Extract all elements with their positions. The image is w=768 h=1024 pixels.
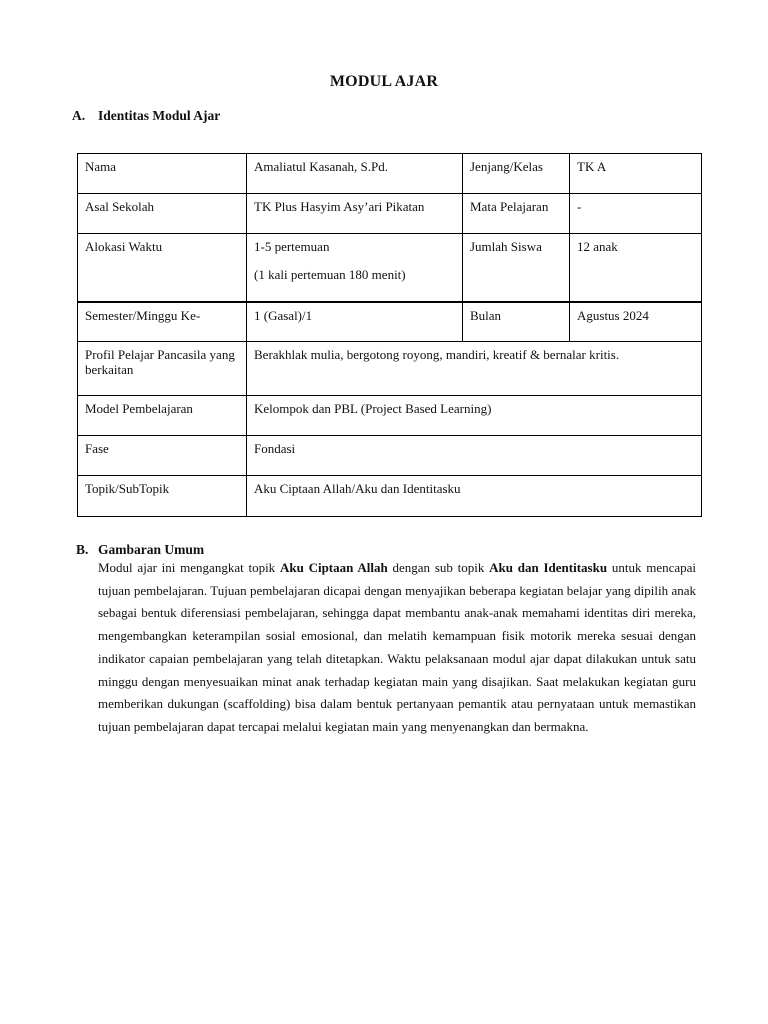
label-cell: Fase <box>78 436 247 476</box>
section-b-heading <box>76 542 204 558</box>
label-cell: Nama <box>78 154 247 194</box>
value-cell: Aku Ciptaan Allah/Aku dan Identitasku <box>247 476 702 517</box>
document-title: MODUL AJAR <box>329 73 439 90</box>
value-cell: TK Plus Hasyim Asy’ari Pikatan <box>247 194 463 234</box>
topic-bold: Aku Ciptaan Allah <box>279 560 388 575</box>
value-cell: 12 anak <box>570 234 702 302</box>
section-a-number: A. <box>72 108 86 123</box>
paragraph-text: dengan sub topik <box>387 560 490 575</box>
paragraph-text: Modul ajar ini mengangkat topik <box>98 560 280 575</box>
value-cell <box>247 234 463 302</box>
label-cell: Mata Pelajaran <box>463 194 570 234</box>
value-cell: 1 (Gasal)/1 <box>247 302 463 342</box>
value-cell: Agustus 2024 <box>570 302 702 342</box>
value-cell: TK A <box>570 154 702 194</box>
table-row <box>78 234 702 302</box>
table-row <box>78 396 702 436</box>
label-cell: Jumlah Siswa <box>463 234 570 302</box>
overview-paragraph <box>98 557 696 739</box>
value-line: 1-5 pertemuan <box>254 239 330 254</box>
value-line: (1 kali pertemuan 180 menit) <box>254 267 406 282</box>
section-b-title: Gambaran Umum <box>98 542 205 557</box>
label-cell: Model Pembelajaran <box>78 396 247 436</box>
table-row <box>78 476 702 517</box>
subtopic-bold: Aku dan Identitasku <box>489 560 608 575</box>
label-cell: Semester/Minggu Ke- <box>78 302 247 342</box>
paragraph-text: untuk mencapai tujuan pembelajaran. Tujuan pembelajaran dicapai dengan menyajikan beberapa kegiatan belajar yang dipilih anak sebagai bentuk diferensiasi pembelajaran, sehingga dapat membantu anak-anak memahami identitas diri mereka, mengembangkan keterampilan sosial emosional, dan melatih kemampuan fisik motorik mereka sesuai dengan indikator capaian pembelajaran yang telah ditetapkan. Waktu pelaksanaan modul ajar dapat dilakukan untuk satu minggu dengan menyesuaikan minat anak terhadap kegiatan main yang disajikan. Saat melakukan kegiatan guru memberikan dukungan (scaffolding) bisa dalam bentuk pertanyaan pemantik atau pernyataan untuk memastikan tujuan pembelajaran dapat tercapai melalui kegiatan main yang menyenangkan dan bermakna. <box>98 560 697 734</box>
section-a-title: Identitas Modul Ajar <box>98 108 221 123</box>
table-row <box>78 154 702 194</box>
value-cell: Kelompok dan PBL (Project Based Learning) <box>247 396 702 436</box>
label-cell: Topik/SubTopik <box>78 476 247 517</box>
table-row <box>78 436 702 476</box>
label-cell: Bulan <box>463 302 570 342</box>
table-row <box>78 342 702 396</box>
label-cell: Asal Sekolah <box>78 194 247 234</box>
label-cell: Profil Pelajar Pancasila yang berkaitan <box>78 342 247 396</box>
value-cell: Berakhlak mulia, bergotong royong, mandiri, kreatif & bernalar kritis. <box>247 342 702 396</box>
identity-table <box>77 153 702 517</box>
table-row <box>78 302 702 342</box>
value-cell: Amaliatul Kasanah, S.Pd. <box>247 154 463 194</box>
label-cell: Alokasi Waktu <box>78 234 247 302</box>
section-a-heading <box>72 108 220 124</box>
value-cell: - <box>570 194 702 234</box>
section-b-number: B. <box>76 542 89 557</box>
label-cell: Jenjang/Kelas <box>463 154 570 194</box>
table-row <box>78 194 702 234</box>
value-cell: Fondasi <box>247 436 702 476</box>
